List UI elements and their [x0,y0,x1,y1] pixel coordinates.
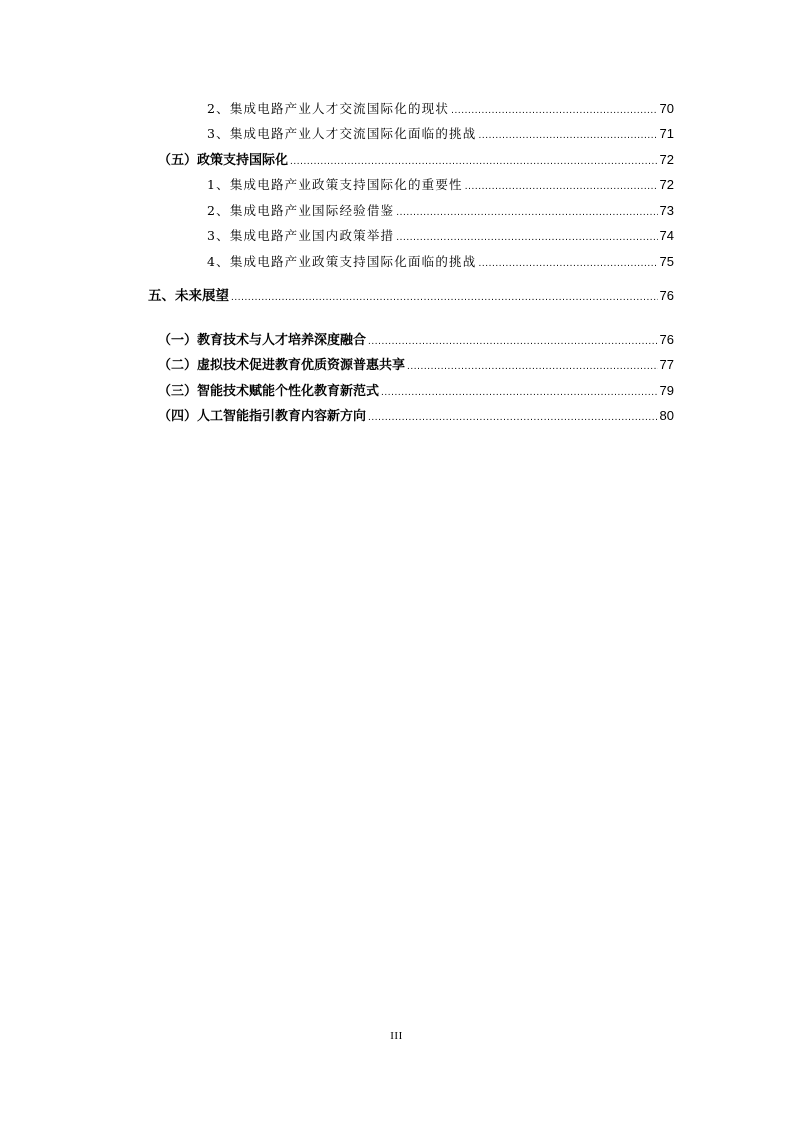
toc-entry-title: （五）政策支持国际化 [158,153,289,168]
toc-entry-policy-importance[interactable] [207,175,674,195]
toc-entry-future-outlook[interactable] [148,286,674,306]
toc-entry-title: （三）智能技术赋能个性化教育新范式 [158,384,380,399]
toc-entry-title: （二）虚拟技术促进教育优质资源普惠共享 [158,358,406,373]
toc-leader-dots [231,288,658,308]
toc-entry-domestic-policy[interactable] [207,226,674,246]
toc-entry-page: 72 [659,177,674,192]
toc-leader-dots [478,254,657,274]
toc-entry-talent-exchange-status[interactable] [207,99,674,119]
toc-entry-title: （一）教育技术与人才培养深度融合 [158,333,367,348]
toc-entry-title: 2、集成电路产业人才交流国际化的现状 [207,101,450,116]
toc-entry-policy-support[interactable] [158,150,674,170]
toc-entry-page: 71 [659,126,674,141]
toc-leader-dots [368,408,658,428]
toc-leader-dots [465,177,658,197]
toc-leader-dots [407,357,658,377]
toc-entry-page: 72 [659,152,674,167]
toc-leader-dots [478,126,657,146]
toc-entry-page: 76 [659,332,674,347]
toc-entry-international-experience[interactable] [207,201,674,221]
toc-entry-title: 五、未来展望 [148,288,229,304]
toc-entry-policy-challenges[interactable] [207,252,674,272]
toc-entry-virtual-tech[interactable] [158,355,674,375]
toc-entry-title: （四）人工智能指引教育内容新方向 [158,409,367,424]
toc-entry-page: 74 [659,228,674,243]
toc-entry-title: 1、集成电路产业政策支持国际化的重要性 [207,177,463,192]
toc-entry-edtech-talent[interactable] [158,330,674,350]
toc-entry-intelligent-tech[interactable] [158,381,674,401]
page-number: III [390,1030,403,1042]
toc-leader-dots [396,203,657,223]
toc-entry-title: 4、集成电路产业政策支持国际化面临的挑战 [207,254,477,269]
toc-leader-dots [381,383,658,403]
toc-entry-title: 2、集成电路产业国际经验借鉴 [207,203,395,218]
toc-entry-title: 3、集成电路产业国内政策举措 [207,228,395,243]
toc-leader-dots [396,228,657,248]
toc-entry-page: 75 [659,254,674,269]
toc-entry-page: 73 [659,203,674,218]
toc-entry-page: 80 [659,408,674,423]
toc-entry-page: 77 [659,357,674,372]
toc-leader-dots [368,332,658,352]
toc-entry-ai-direction[interactable] [158,406,674,426]
toc-entry-talent-exchange-challenges[interactable] [207,124,674,144]
toc-leader-dots [290,152,658,172]
toc-entry-page: 79 [659,383,674,398]
toc-entry-title: 3、集成电路产业人才交流国际化面临的挑战 [207,126,477,141]
toc-entry-page: 70 [659,101,674,116]
toc-leader-dots [451,101,657,121]
toc-entry-page: 76 [659,288,674,303]
